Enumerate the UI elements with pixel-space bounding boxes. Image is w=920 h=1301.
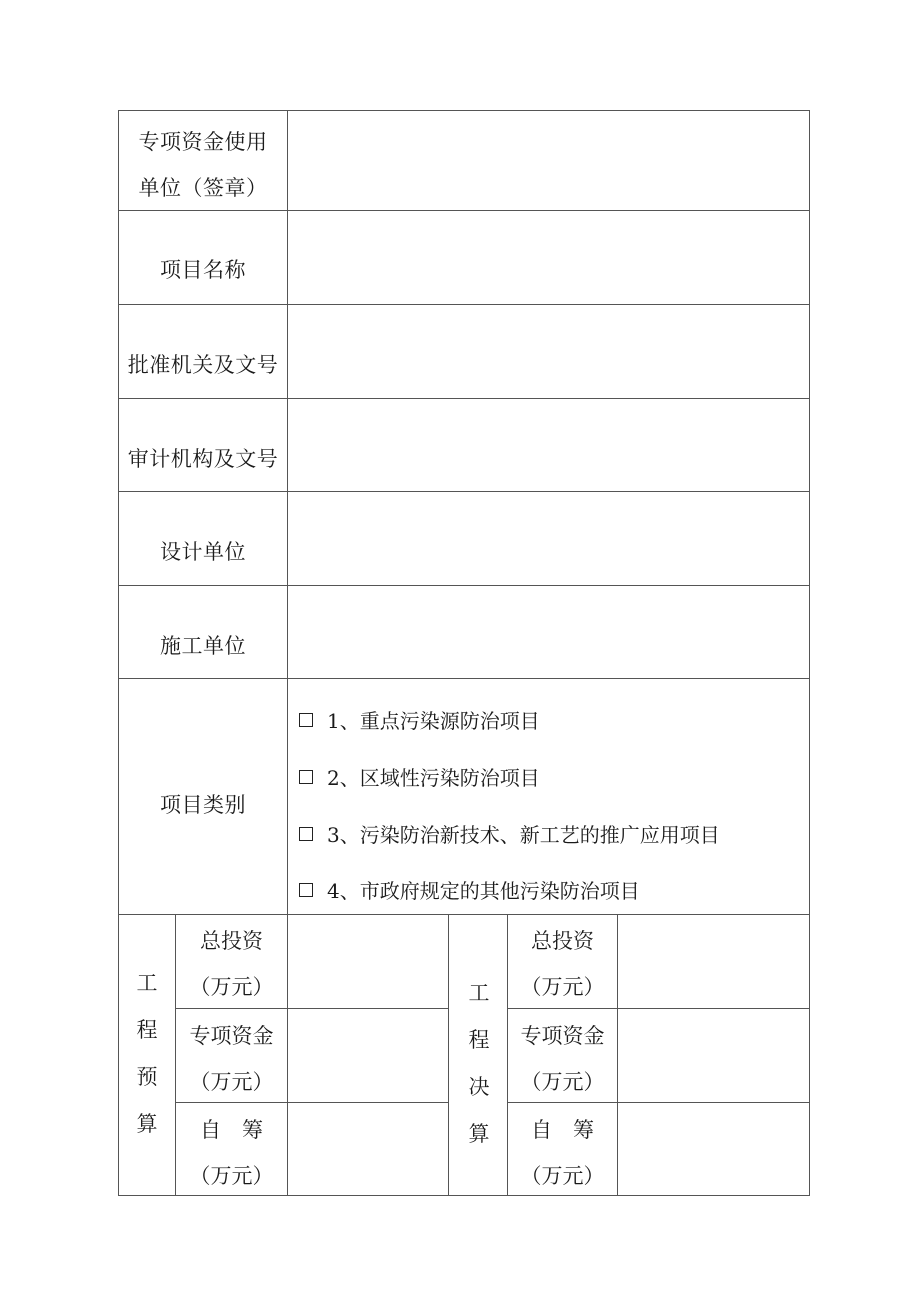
category-label: 项目类别 (160, 793, 246, 817)
budget-side-char: 工 (136, 971, 158, 995)
final-special-field[interactable] (618, 1009, 809, 1102)
final-self-line2: （万元） (520, 1164, 605, 1188)
category-option-4[interactable] (299, 875, 640, 904)
final-side-char: 工 (468, 981, 490, 1005)
budget-self-label (176, 1107, 287, 1199)
final-special-line2: （万元） (520, 1070, 605, 1094)
row-divider (119, 678, 809, 679)
design-unit-label: 设计单位 (160, 540, 246, 564)
final-self-line1: 自 筹 (531, 1118, 594, 1142)
final-total-label (508, 918, 617, 1010)
final-special-label (508, 1013, 617, 1105)
checkbox-icon[interactable] (299, 770, 313, 784)
approval-label: 批准机关及文号 (127, 353, 279, 377)
budget-total-label (176, 918, 287, 1010)
budget-special-label (176, 1013, 287, 1105)
construction-unit-field[interactable] (288, 586, 809, 678)
category-option-3[interactable] (299, 819, 720, 848)
project-name-field[interactable] (288, 211, 809, 304)
final-total-line1: 总投资 (531, 929, 594, 953)
category-option-label: 3、污染防治新技术、新工艺的推广应用项目 (327, 823, 720, 847)
approval-field[interactable] (288, 305, 809, 398)
budget-special-line2: （万元） (189, 1070, 274, 1094)
budget-side-char: 算 (136, 1112, 158, 1136)
budget-side-char: 预 (136, 1065, 158, 1089)
category-option-label: 2、区域性污染防治项目 (327, 766, 540, 790)
category-option-label: 4、市政府规定的其他污染防治项目 (327, 879, 640, 903)
final-side-char: 算 (468, 1122, 490, 1146)
section-divider (448, 914, 449, 1196)
unit-signature-field[interactable] (288, 111, 809, 210)
final-special-line1: 专项资金 (520, 1024, 605, 1048)
unit-label-line1: 专项资金使用 (138, 130, 268, 154)
category-option-label: 1、重点污染源防治项目 (327, 709, 540, 733)
construction-unit-label: 施工单位 (160, 634, 246, 658)
budget-total-line1: 总投资 (200, 929, 263, 953)
category-option-1[interactable] (299, 705, 540, 734)
budget-self-line1: 自 筹 (200, 1118, 263, 1142)
budget-total-line2: （万元） (189, 975, 274, 999)
checkbox-icon[interactable] (299, 883, 313, 897)
final-self-label (508, 1107, 617, 1199)
final-side-char: 决 (468, 1075, 490, 1099)
design-unit-field[interactable] (288, 492, 809, 585)
budget-total-field[interactable] (288, 915, 448, 1008)
budget-self-field[interactable] (288, 1103, 448, 1196)
final-total-line2: （万元） (520, 975, 605, 999)
checkbox-icon[interactable] (299, 827, 313, 841)
budget-special-line1: 专项资金 (189, 1024, 274, 1048)
budget-side-label (119, 960, 175, 1148)
budget-side-char: 程 (136, 1018, 158, 1042)
final-side-char: 程 (468, 1028, 490, 1052)
audit-label: 审计机构及文号 (127, 447, 279, 471)
budget-special-field[interactable] (288, 1009, 448, 1102)
final-total-field[interactable] (618, 915, 809, 1008)
final-self-field[interactable] (618, 1103, 809, 1196)
unit-label-line2: 单位（签章） (138, 176, 268, 200)
audit-field[interactable] (288, 399, 809, 491)
fund-application-form (118, 110, 810, 1196)
checkbox-icon[interactable] (299, 713, 313, 727)
project-name-label: 项目名称 (160, 258, 246, 282)
category-option-2[interactable] (299, 762, 540, 791)
final-side-label (451, 970, 507, 1158)
unit-label (119, 119, 287, 211)
budget-self-line2: （万元） (189, 1164, 274, 1188)
